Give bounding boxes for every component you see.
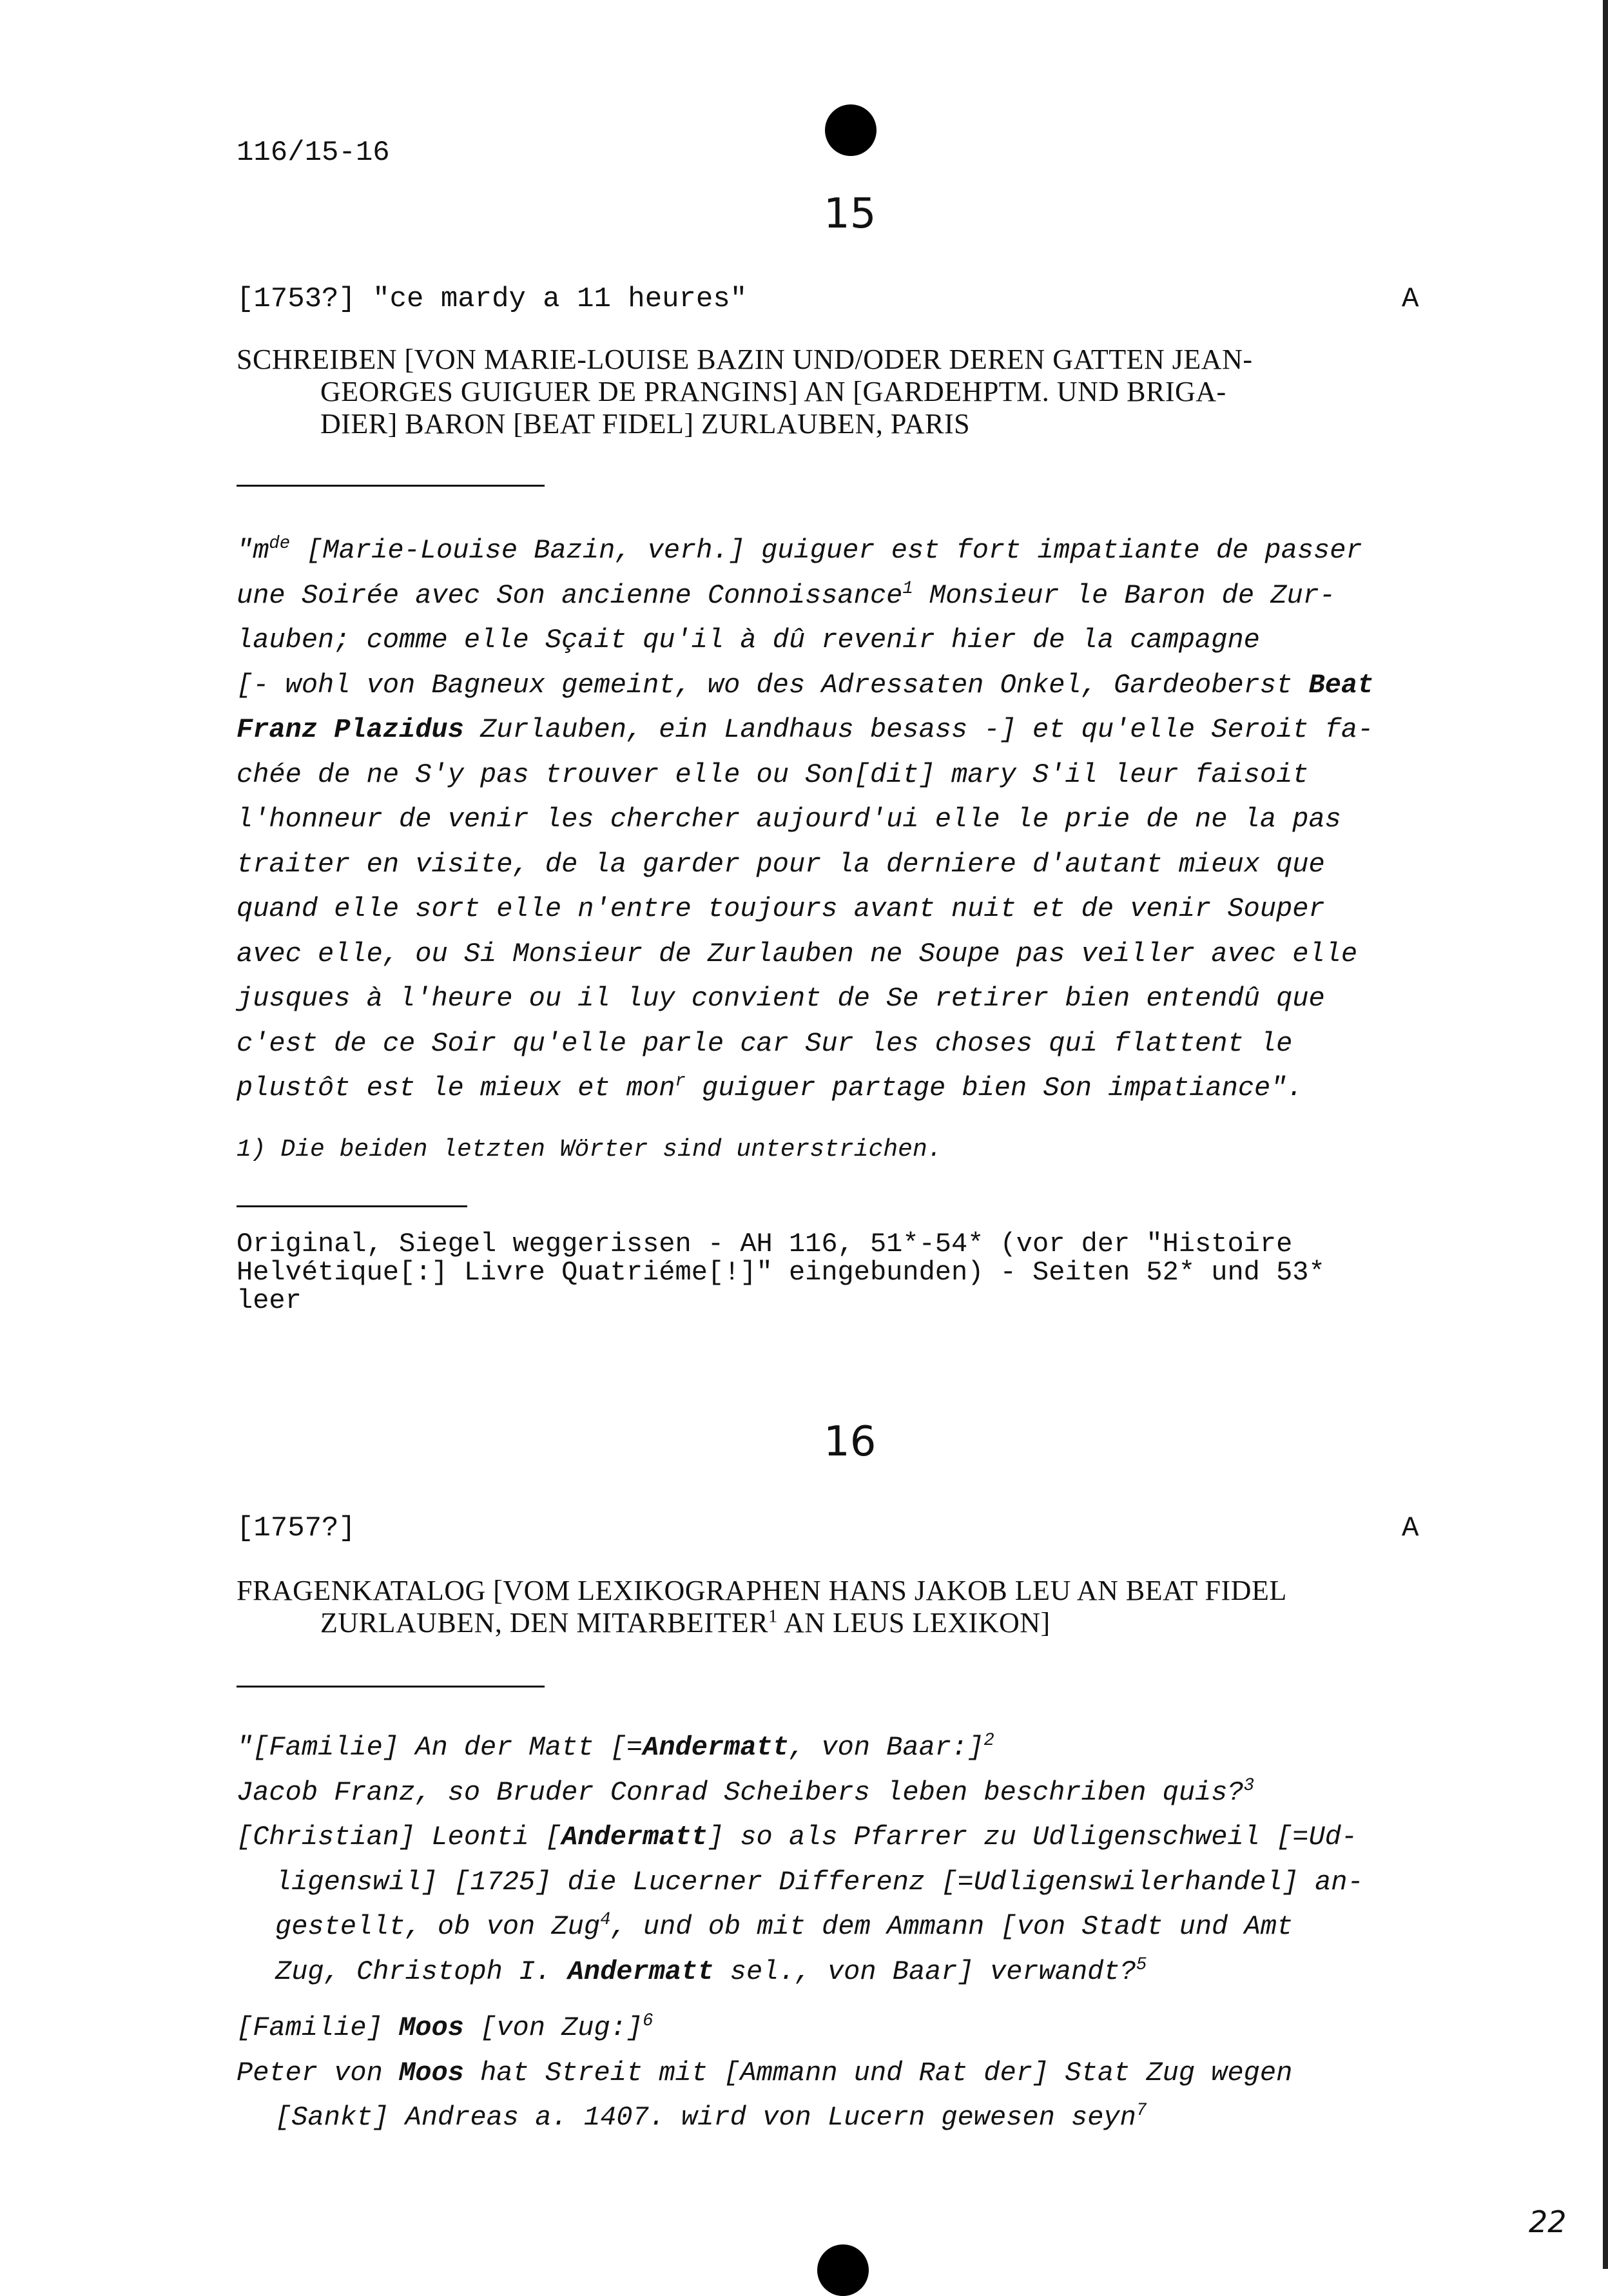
- doc15-transcription: [237, 529, 1461, 1111]
- text-line: lauben; comme elle Sçait qu'il à dû revenir hier de la campagne: [237, 625, 1260, 656]
- text-line: Zug, Christoph I. Andermatt sel., von Baar] verwandt?$^5$: [275, 1954, 1147, 1987]
- doc16-number: 16: [824, 1418, 877, 1466]
- text-line: une Soirée avec Son ancienne Connoissance$^1$ Monsieur le Baron de Zur-: [237, 578, 1336, 611]
- text-line: [Sankt] Andreas a. 1407. wird von Lucern gewesen seyn$^7$: [275, 2101, 1147, 2133]
- text-line: [Familie] Moos [von Zug:]$^6$: [237, 2011, 654, 2043]
- text-line: c'est de ce Soir qu'elle parle car Sur les choses qui flattent le: [237, 1027, 1293, 1059]
- text-line: Peter von Moos hat Streit mit [Ammann und Rat der] Stat Zug wegen: [237, 2057, 1293, 2088]
- archive-ref: 116/15-16: [237, 137, 390, 169]
- text-line: avec elle, ou Si Monsieur de Zurlauben ne Soupe pas veiller avec elle: [237, 938, 1358, 969]
- text-line: gestellt, ob von Zug$^4$, und ob mit dem Ammann [von Stadt und Amt: [275, 1910, 1293, 1942]
- doc15-number: 15: [824, 190, 877, 238]
- source-line: leer: [237, 1285, 302, 1316]
- doc15-heading: [237, 344, 1493, 440]
- text-line: Jacob Franz, so Bruder Conrad Scheibers leben beschriben quis?$^3$: [237, 1775, 1255, 1808]
- doc15-source: [237, 1230, 1325, 1315]
- text-line: chée de ne S'y pas trouver elle ou Son[dit] mary S'il leur faisoit: [237, 759, 1309, 790]
- doc16-date: [1757?]: [237, 1512, 356, 1544]
- text-line: plustôt est le mieux et mon$^r$ guiguer partage bien Son impatiance".: [237, 1071, 1303, 1104]
- handwritten-page-number: 22: [1529, 2204, 1567, 2239]
- doc16-transcription: [237, 1726, 1461, 2141]
- doc15-heading-line: GEORGES GUIGUER DE PRANGINS] AN [GARDEHPTM. UND BRIGA-: [320, 376, 1226, 407]
- text-line: "$m^{de}$ [Marie-Louise Bazin, verh.] guiguer est fort impatiante de passer: [237, 534, 1362, 566]
- doc16-heading-line: FRAGENKATALOG [VOM LEXIKOGRAPHEN HANS JAKOB LEU AN BEAT FIDEL: [237, 1575, 1287, 1606]
- doc15-marker: A: [1402, 283, 1419, 315]
- binding-hole-top: [825, 104, 877, 156]
- text-line: traiter en visite, de la garder pour la derniere d'autant mieux que: [237, 848, 1325, 880]
- doc15-rule-top: [237, 485, 545, 487]
- doc15-rule-source: [237, 1205, 467, 1207]
- text-line: [Christian] Leonti [Andermatt] so als Pfarrer zu Udligenschweil [=Ud-: [237, 1822, 1358, 1853]
- doc16-marker: A: [1402, 1512, 1419, 1544]
- text-line: l'honneur de venir les chercher aujourd'ui elle le prie de ne la pas: [237, 804, 1341, 835]
- doc15-footnote: 1) Die beiden letzten Wörter sind unterstrichen.: [237, 1136, 942, 1163]
- text-line: quand elle sort elle n'entre toujours avant nuit et de venir Souper: [237, 893, 1325, 924]
- doc15-heading-line: DIER] BARON [BEAT FIDEL] ZURLAUBEN, PARIS: [320, 408, 971, 440]
- source-line: Original, Siegel weggerissen - AH 116, 51*-54* (vor der "Histoire: [237, 1229, 1293, 1260]
- text-line: [- wohl von Bagneux gemeint, wo des Adressaten Onkel, Gardeoberst Beat: [237, 669, 1374, 701]
- binding-hole-bottom: [817, 2244, 869, 2296]
- doc16-heading: [237, 1575, 1493, 1639]
- source-line: Helvétique[:] Livre Quatriéme[!]" eingebunden) - Seiten 52* und 53*: [237, 1257, 1325, 1288]
- text-line: "[Familie] An der Matt [=Andermatt, von Baar:]$^2$: [237, 1731, 994, 1763]
- doc16-heading-line: ZURLAUBEN, DEN MITARBEITER$^1$ AN LEUS LEXIKON]: [320, 1606, 1051, 1639]
- text-line: Franz Plazidus Zurlauben, ein Landhaus besass -] et qu'elle Seroit fa-: [237, 714, 1374, 745]
- doc15-date: [1753?] "ce mardy a 11 heures": [237, 283, 748, 315]
- doc15-heading-line: SCHREIBEN [VON MARIE-LOUISE BAZIN UND/ODER DEREN GATTEN JEAN-: [237, 344, 1253, 375]
- page-edge: [1603, 0, 1608, 2269]
- doc16-rule-top: [237, 1686, 545, 1688]
- text-line: jusques à l'heure ou il luy convient de Se retirer bien entendû que: [237, 983, 1325, 1014]
- text-line: ligenswil] [1725] die Lucerner Differenz [=Udligenswilerhandel] an-: [275, 1866, 1364, 1898]
